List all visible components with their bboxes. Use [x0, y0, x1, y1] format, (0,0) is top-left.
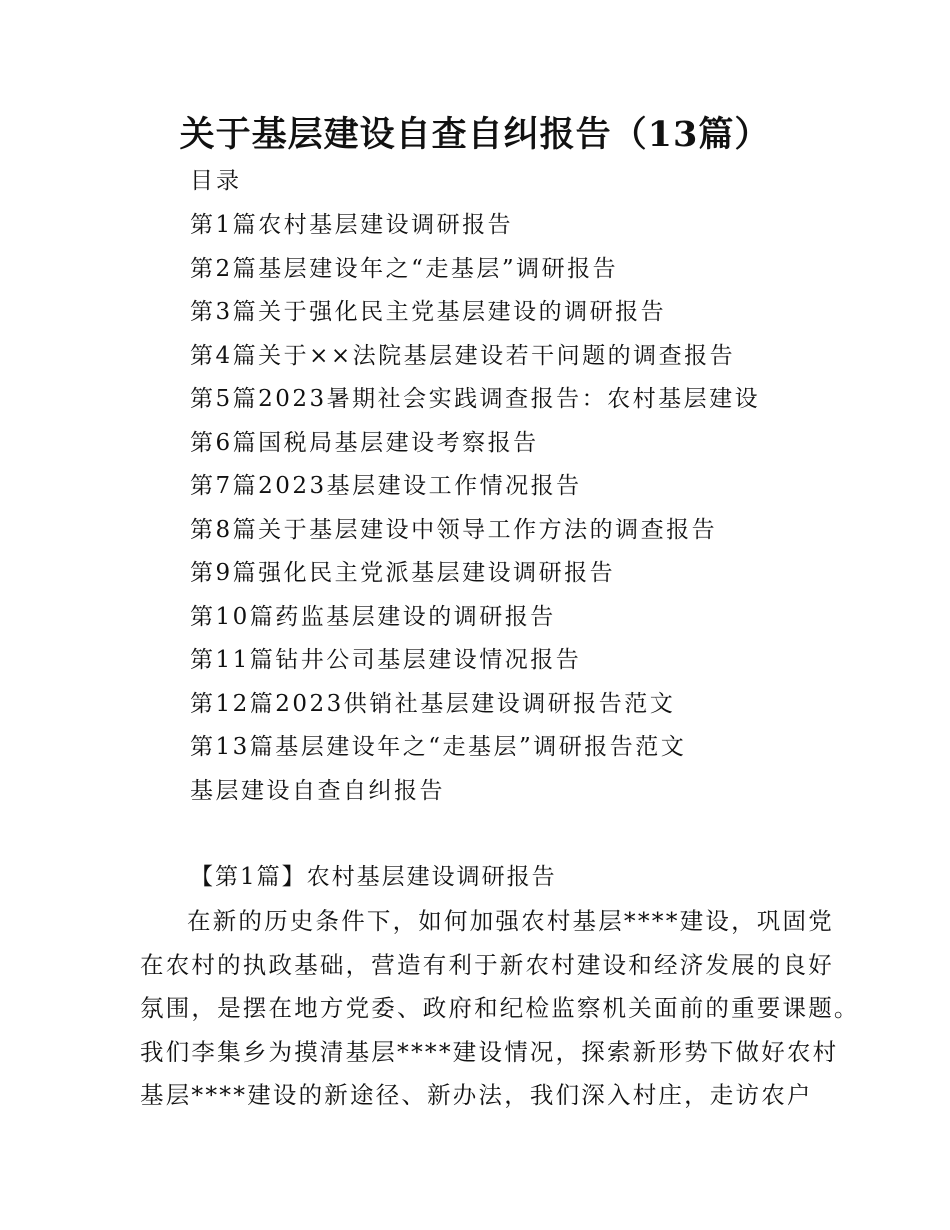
- body-line-5: 基层****建设的新途径、新办法，我们深入村庄，走访农户: [140, 1081, 813, 1109]
- body-line-2: 在农村的执政基础，营造有利于新农村建设和经济发展的良好: [140, 950, 834, 979]
- toc-item-12: 第12篇2023供销社基层建设调研报告范文: [190, 690, 676, 717]
- toc-item-5: 第5篇2023暑期社会实践调查报告：农村基层建设: [190, 386, 761, 412]
- body-line-4: 我们李集乡为摸清基层****建设情况，探索新形势下做好农村: [140, 1037, 839, 1066]
- toc-item-2: 第2篇基层建设年之“走基层”调研报告: [190, 255, 619, 282]
- toc-item-13: 第13篇基层建设年之“走基层”调研报告范文: [190, 734, 687, 760]
- toc-item-4: 第4篇关于××法院基层建设若干问题的调查报告: [190, 342, 736, 369]
- toc-item-7: 第7篇2023基层建设工作情况报告: [190, 473, 582, 499]
- toc-item-6: 第6篇国税局基层建设考察报告: [190, 429, 539, 456]
- body-paragraph: [140, 904, 860, 1122]
- toc-item-14: 基层建设自查自纠报告: [190, 777, 445, 804]
- toc-item-8: 第8篇关于基层建设中领导工作方法的调查报告: [190, 516, 718, 543]
- toc-item-3: 第3篇关于强化民主党基层建设的调研报告: [190, 299, 667, 325]
- toc-heading: 目录: [190, 168, 242, 194]
- table-of-contents: [190, 208, 760, 817]
- body-line-3: 氛围，是摆在地方党委、政府和纪检监察机关面前的重要课题。: [140, 994, 860, 1022]
- toc-item-1: 第1篇农村基层建设调研报告: [190, 212, 514, 238]
- toc-item-10: 第10篇药监基层建设的调研报告: [190, 603, 556, 630]
- toc-item-11: 第11篇钻井公司基层建设情况报告: [190, 647, 582, 673]
- section-heading: 【第1篇】农村基层建设调研报告: [190, 864, 557, 890]
- document-title: 关于基层建设自查自纠报告（13篇）: [179, 114, 771, 155]
- body-line-1: 在新的历史条件下，如何加强农村基层****建设，巩固党: [187, 907, 834, 935]
- toc-item-9: 第9篇强化民主党派基层建设调研报告: [190, 560, 616, 586]
